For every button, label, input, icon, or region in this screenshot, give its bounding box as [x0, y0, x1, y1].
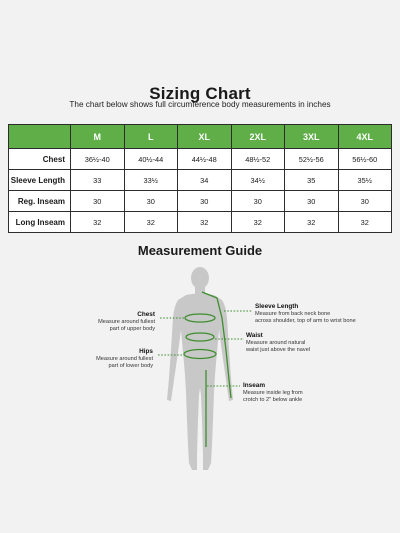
- waist-label: [246, 333, 366, 353]
- table-cell: 32: [71, 212, 125, 233]
- hips-line1: Measure around fullest: [96, 355, 153, 362]
- table-cell: 35: [285, 170, 339, 191]
- table-cell: 30: [285, 191, 339, 212]
- waist-title: Waist: [246, 332, 263, 339]
- table-cell: 30: [71, 191, 125, 212]
- chest-line2: part of upper body: [109, 325, 155, 332]
- table-cell: 33: [71, 170, 125, 191]
- table-cell: 30: [124, 191, 178, 212]
- inseam-title: Inseam: [243, 382, 266, 389]
- torso-shape: [167, 294, 233, 471]
- size-header: 3XL: [285, 125, 339, 149]
- table-cell: 30: [231, 191, 285, 212]
- body-silhouette: [167, 267, 233, 470]
- table-cell: 34½: [231, 170, 285, 191]
- chest-line1: Measure around fullest: [98, 318, 155, 325]
- size-header: XL: [178, 125, 232, 149]
- table-cell: 32: [231, 212, 285, 233]
- sleeve-line1: Measure from back neck bone: [255, 310, 331, 317]
- head-shape: [191, 267, 209, 289]
- table-cell: 34: [178, 170, 232, 191]
- hips-title: Hips: [139, 348, 153, 355]
- table-cell: 36½-40: [71, 149, 125, 170]
- sleeve-line2: across shoulder, top of arm to wrist bone: [255, 317, 356, 324]
- inseam-line1: Measure inside leg from: [243, 389, 303, 396]
- row-label: Long Inseam: [9, 212, 71, 233]
- size-header: M: [71, 125, 125, 149]
- table-cell: 56½-60: [338, 149, 392, 170]
- sleeve-title: Sleeve Length: [255, 303, 299, 310]
- sleeve-label: [255, 304, 395, 324]
- table-cell: 30: [338, 191, 392, 212]
- table-cell: 44½-48: [178, 149, 232, 170]
- hips-line2: part of lower body: [108, 362, 153, 369]
- page-subtitle: The chart below shows full circumference body measurements in inches: [69, 100, 331, 109]
- table-cell: 32: [124, 212, 178, 233]
- page-title: Sizing Chart: [149, 84, 251, 103]
- table-cell: 52½-56: [285, 149, 339, 170]
- inseam-label: [243, 383, 353, 403]
- chest-title: Chest: [137, 311, 155, 318]
- chest-label: [60, 312, 155, 332]
- table-cell: 33½: [124, 170, 178, 191]
- guide-title: Measurement Guide: [137, 243, 263, 258]
- table-cell: 35½: [338, 170, 392, 191]
- size-header: 4XL: [338, 125, 392, 149]
- size-header: 2XL: [231, 125, 285, 149]
- table-cell: 32: [338, 212, 392, 233]
- hips-label: [58, 349, 153, 369]
- table-cell: 32: [178, 212, 232, 233]
- inseam-line2: crotch to 2" below ankle: [243, 396, 303, 403]
- table-cell: 30: [178, 191, 232, 212]
- row-label: Sleeve Length: [9, 170, 71, 191]
- row-label: Chest: [9, 149, 71, 170]
- table-cell: 48½-52: [231, 149, 285, 170]
- table-cell: 40½-44: [124, 149, 178, 170]
- size-header: L: [124, 125, 178, 149]
- waist-line1: Measure around natural: [246, 339, 306, 346]
- table-cell: 32: [285, 212, 339, 233]
- row-label: Reg. Inseam: [9, 191, 71, 212]
- waist-line2: waist just above the navel: [246, 346, 311, 353]
